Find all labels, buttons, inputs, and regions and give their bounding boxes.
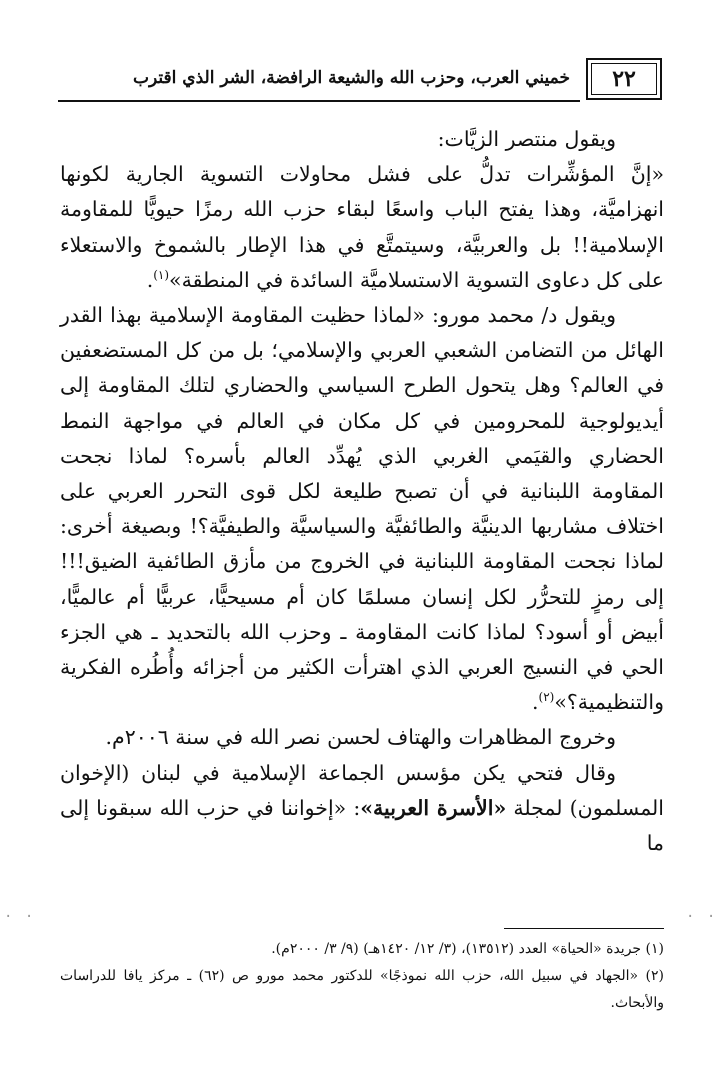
page-header [58,58,662,108]
paragraph-quote [60,157,664,298]
paragraph-moro [60,298,664,720]
footnote-ref-2: (٢) [538,690,555,705]
paragraph-yakan [60,756,664,862]
footnote-separator [504,928,664,929]
quote-text: «إنَّ المؤشِّرات تدلُّ على فشل محاولات التسوية الجارية لكونها انهزاميَّة، وهذا يفتح الباب واسعًا لبقاء حزب الله رمزًا حيويًّا للمقاومة الإسلامية!! بل والعربيَّة، وسيتمتَّع في هذا الإطار بالشموخ والاستعلاء على كل دعاوى التسوية الاستسلاميَّة السائدة في المنطقة» [60,162,664,292]
main-text [60,122,664,861]
footnote-2: (٢) «الجهاد في سبيل الله، حزب الله نموذجًا» للدكتور محمد مورو ص (٦٢) ـ مركز يافا للدراسات والأبحاث. [60,968,664,1011]
magazine-name: «الأسرة العربية» [360,795,507,820]
footnote-ref-1: (١) [153,267,170,282]
page-number: ٢٢ [586,58,662,100]
scan-dots-right: . . [686,905,718,921]
yakan-text-b: : «إخواننا في حزب الله سبقونا إلى ما [60,795,664,856]
running-title: خميني العرب، وحزب الله والشيعة الرافضة، الشر الذي اقترب [133,68,570,88]
demonstrations-text: وخروج المظاهرات والهتاف لحسن نصر الله في سنة ٢٠٠٦م. [105,725,616,750]
moro-text: ويقول د/ محمد مورو: «لماذا حظيت المقاومة الإسلامية بهذا القدر الهائل من التضامن الشعبي العربي والإسلامي؛ بل من كل المستضعفين في العالم؟ وهل يتحول الطرح السياسي والحضاري لتلك المقاومة إلى أيديولوجية للمحرومين في كل مكان في العالم في مواجهة النمط الحضاري والقيَمي الغربي الذي يُهدِّد العالم بأسره؟ لماذا نجحت المقاومة اللبنانية في أن تصبح طليعة لكل قوى التحرر العربي على اختلاف مشاربها الدينيَّة والطائفيَّة والسياسيَّة والطيفيَّة؟! وبصيغة أخرى: لماذا نجحت المقاومة اللبنانية في الخروج من مأزق الطائفية الضيق!!! إلى رمزٍ للتحرُّر لكل إنسان مسلمًا كان أم مسيحيًّا، عربيًّا أم عالميًّا، أبيض أو أسود؟ لماذا كانت المقاومة ـ وحزب الله بالتحديد ـ هي الجزء الحي في النسيج العربي الذي اهترأت الكثير من أجزائه وأُطُره الفكرية والتنظيمية؟» [60,303,664,715]
scan-dots-left: . . [4,905,36,921]
intro-text: ويقول منتصر الزيَّات: [437,127,616,151]
paragraph-demonstrations [60,720,664,755]
quote-end: . [146,267,154,292]
footnote-1: (١) جريدة «الحياة» العدد (١٣٥١٢)، (٣/ ١٢/ ١٤٢٠هـ) (٩/ ٣/ ٢٠٠٠م). [271,941,664,957]
moro-end: . [531,690,539,715]
paragraph-intro [60,122,664,157]
header-rule [58,100,580,102]
footnotes [60,936,664,1017]
yakan-text-a: وقال فتحي يكن مؤسس الجماعة الإسلامية في لبنان (الإخوان المسلمون) لمجلة [60,760,665,820]
